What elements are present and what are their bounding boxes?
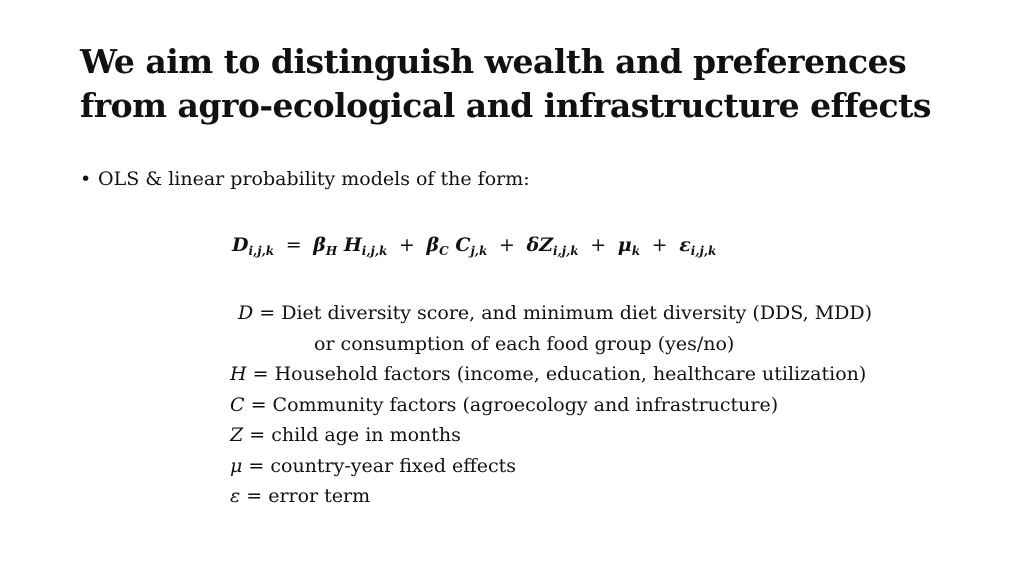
definition-text: = country-year fixed effects (242, 454, 517, 477)
definition-text: = Community factors (agroecology and infrastructure) (244, 393, 779, 416)
definition-d-continued (230, 329, 872, 360)
definition-c (230, 390, 872, 421)
variable-definitions (230, 298, 872, 512)
title-line-1: We aim to distinguish wealth and preferences (80, 42, 907, 81)
eq-h: H (343, 234, 362, 256)
eq-equals: = (285, 234, 302, 256)
definition-symbol: μ (230, 454, 243, 477)
eq-mu: μ (617, 234, 632, 256)
eq-epsilon: ε (679, 234, 691, 256)
definition-symbol: Z (230, 424, 244, 446)
regression-equation (232, 230, 716, 260)
definition-symbol: C (230, 393, 245, 416)
definition-symbol: D (238, 302, 254, 324)
definition-text: = Diet diversity score, and minimum diet diversity (DDS, MDD) (253, 302, 873, 324)
definition-epsilon (230, 481, 872, 512)
eq-delta-z: δZ (526, 234, 554, 256)
bullet-item (80, 166, 530, 192)
definition-d (230, 298, 872, 329)
eq-d-sub: i,j,k (248, 244, 275, 258)
eq-plus-1: + (398, 234, 415, 256)
eq-plus-3: + (590, 234, 607, 256)
eq-z-sub: i,j,k (553, 244, 579, 258)
bullet-marker: • (80, 168, 92, 190)
eq-epsilon-sub: i,j,k (690, 244, 717, 258)
bullet-text: OLS & linear probability models of the form: (98, 168, 530, 190)
definition-text: = error term (240, 485, 371, 507)
definition-symbol: H (230, 363, 247, 385)
eq-c-sub: j,k (470, 244, 488, 258)
eq-plus-4: + (651, 234, 668, 256)
definition-h (230, 359, 872, 390)
definition-z (230, 420, 872, 451)
eq-d: D (232, 234, 249, 256)
definition-text: or consumption of each food group (yes/no) (314, 332, 735, 355)
eq-beta-h-sub: H (325, 244, 338, 258)
eq-plus-2: + (498, 234, 515, 256)
eq-beta-c: β (426, 234, 440, 256)
title-line-2: from agro-ecological and infrastructure effects (80, 86, 931, 125)
eq-c: C (455, 234, 471, 256)
definition-text: = Household factors (income, education, healthcare utilization) (246, 363, 867, 385)
definition-symbol: ε (230, 485, 241, 507)
eq-beta-c-sub: C (439, 244, 449, 258)
slide-title (80, 40, 1000, 128)
definition-mu (230, 451, 872, 482)
definition-text: = child age in months (243, 424, 461, 446)
eq-mu-sub: k (631, 244, 641, 258)
eq-beta-h: β (313, 234, 326, 256)
eq-h-sub: i,j,k (361, 244, 388, 258)
